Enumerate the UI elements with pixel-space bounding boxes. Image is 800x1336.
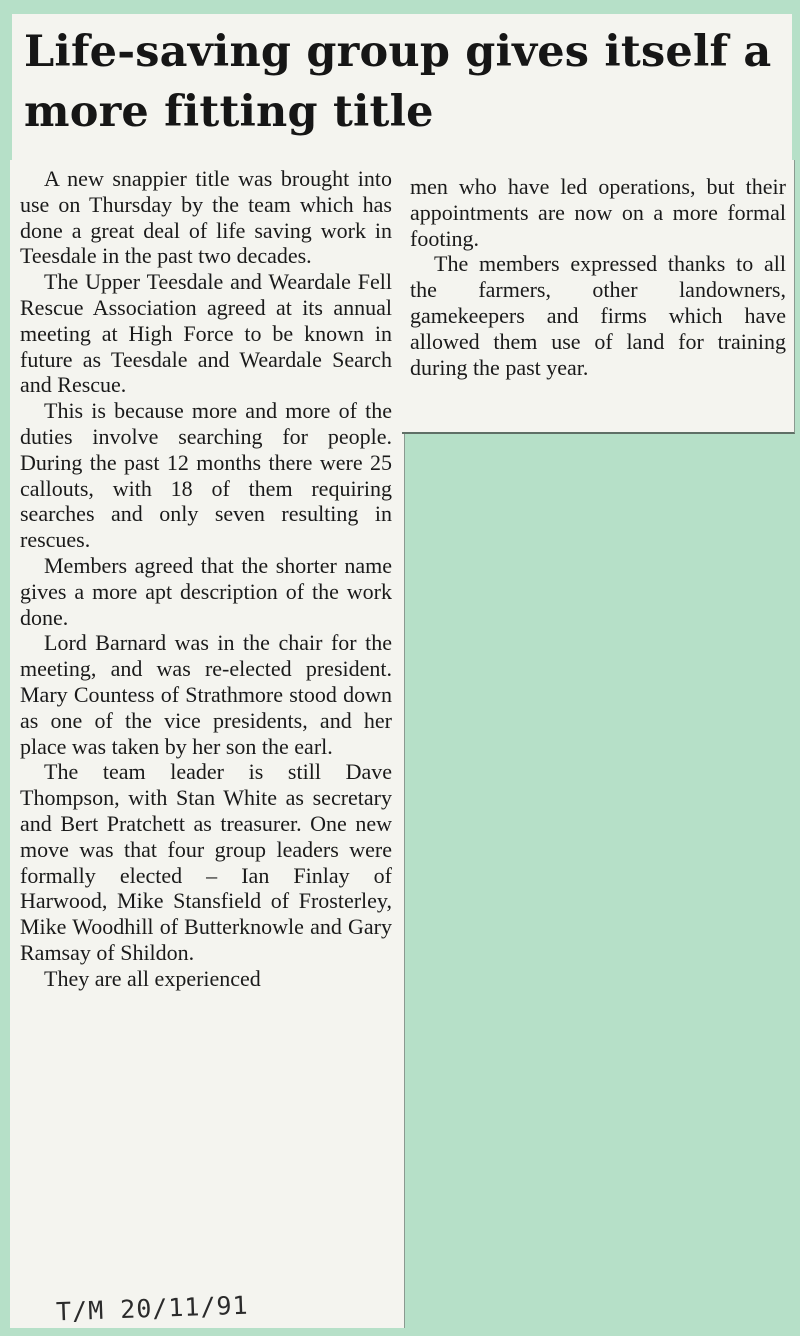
paragraph-1: A new snappier title was brought into use on Thursday by the team which has done a great deal of life saving work in Teesdale in the past two decades.: [20, 166, 392, 269]
paragraph-7: They are all experienced: [44, 965, 261, 991]
headline: Life-saving group gives itself a more fitting title: [24, 27, 772, 137]
paragraph-6: The team leader is still Dave Thompson, with Stan White as secretary and Bert Pratchett as treasurer. One new move was that four group leaders were formally elected – Ian Finlay of Harwood, Mike Stansfield of Frosterley, Mike Woodhill of Butterknowle and Gary Ramsay of Shildon.: [20, 759, 392, 965]
paragraph-2: The Upper Teesdale and Weardale Fell Rescue Association agreed at its annual meeting at High Force to be known in future as Teesdale and Weardale Search and Rescue.: [20, 269, 392, 398]
paragraph-8: men who have led operations, but their appointments are now on a more formal footing.: [410, 174, 786, 251]
article-column-right: [410, 174, 786, 380]
article-column-left: [20, 166, 392, 992]
paragraph-3: This is because more and more of the duties involve searching for people. During the past 12 months there were 25 callouts, with 18 of them requiring searches and only seven resulting in rescues.: [20, 398, 392, 553]
handwritten-date-note: T/M 20/11/91: [55, 1290, 250, 1327]
paragraph-4: Members agreed that the shorter name gives a more apt description of the work done.: [20, 552, 392, 630]
paragraph-5: Lord Barnard was in the chair for the meeting, and was re-elected president. Mary Countess of Strathmore stood down as one of the vice presidents, and her place was taken by her son the earl.: [20, 630, 392, 759]
paragraph-9: The members expressed thanks to all the farmers, other landowners, gamekeepers and firms which have allowed them use of land for training during the past year.: [410, 251, 786, 380]
